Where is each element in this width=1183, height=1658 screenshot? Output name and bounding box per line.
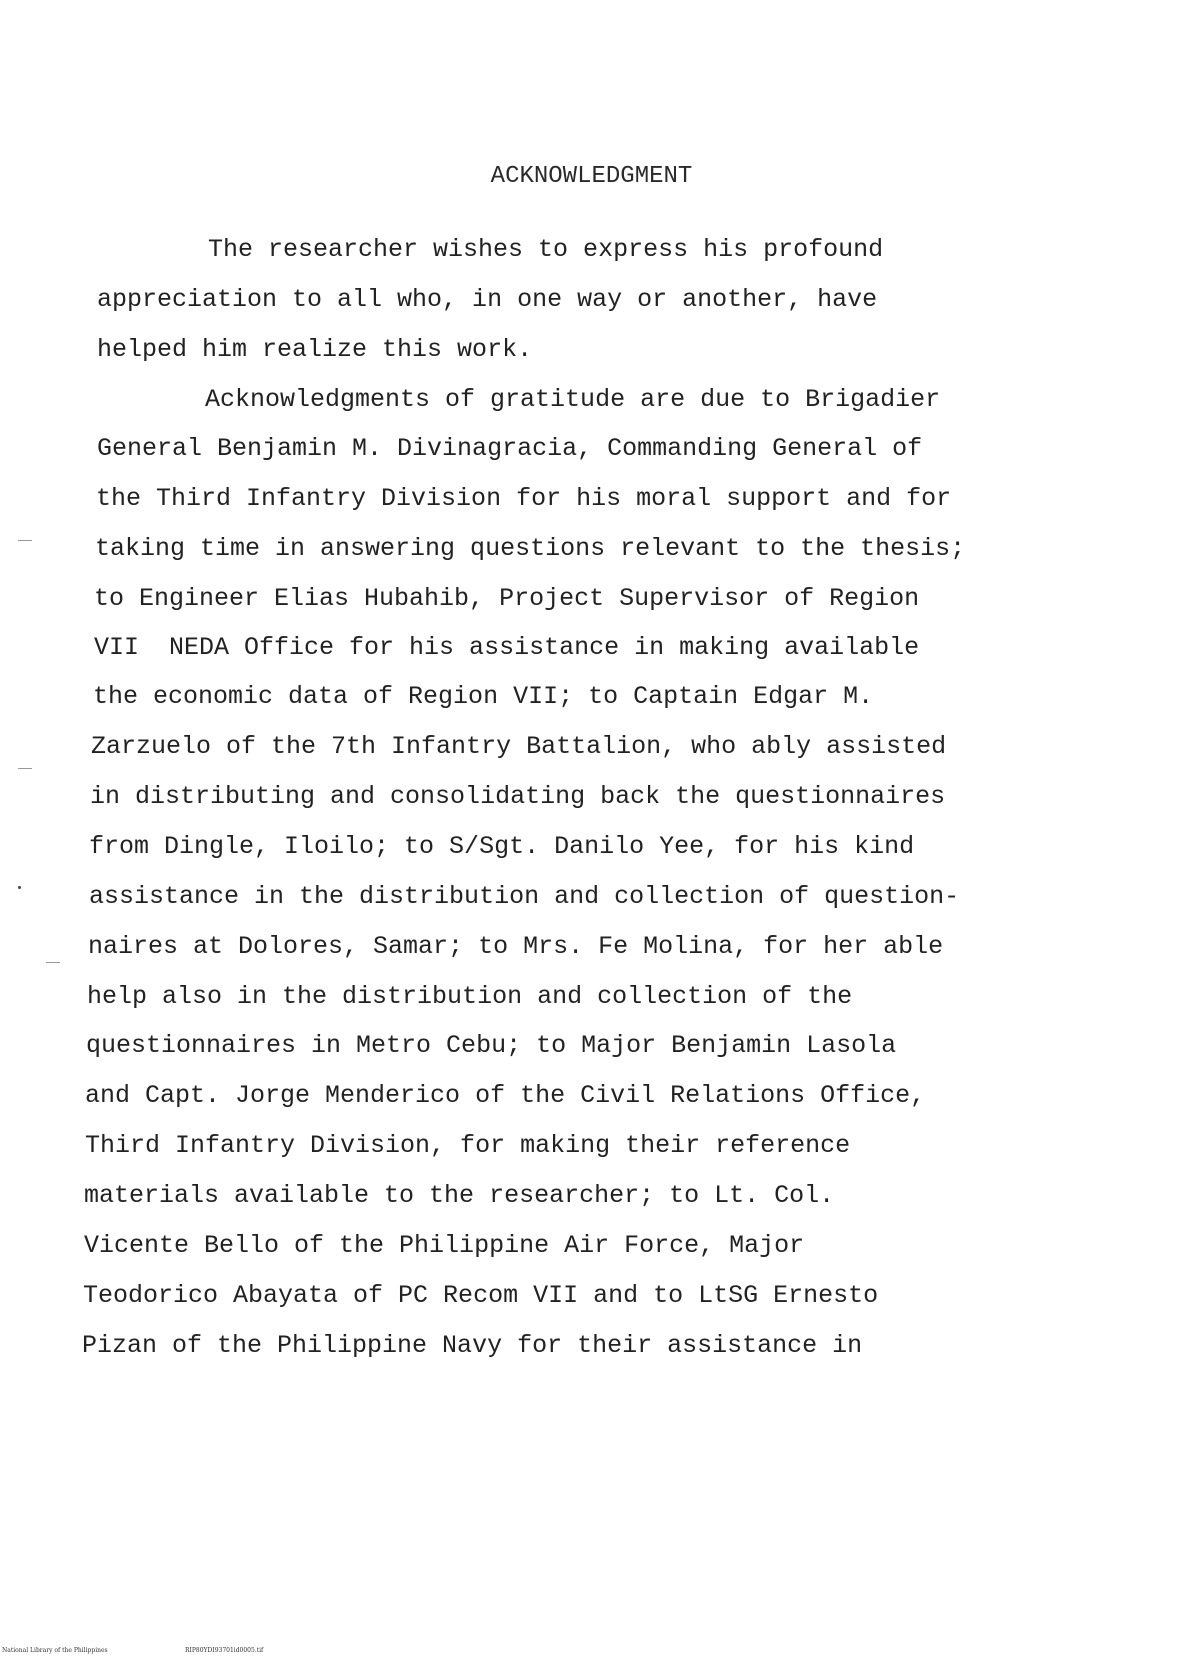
margin-mark — [46, 962, 60, 963]
text-line: General Benjamin M. Divinagracia, Commanding General of — [97, 434, 923, 463]
margin-mark — [18, 540, 32, 541]
text-line: assistance in the distribution and collection of question- — [89, 882, 960, 911]
text-line: The researcher wishes to express his profound — [208, 235, 884, 264]
margin-mark — [18, 886, 21, 889]
text-line: VII NEDA Office for his assistance in making available — [94, 633, 920, 662]
text-line: appreciation to all who, in one way or another, have — [97, 285, 878, 314]
text-line: from Dingle, Iloilo; to S/Sgt. Danilo Yee, for his kind — [89, 832, 915, 861]
text-line: and Capt. Jorge Menderico of the Civil Relations Office, — [85, 1081, 926, 1110]
footer-filename-label: RIP80YDI93701id0005.tif — [185, 1647, 264, 1654]
margin-mark — [18, 768, 32, 769]
text-line: Vicente Bello of the Philippine Air Force, Major — [84, 1231, 805, 1260]
text-line: the Third Infantry Division for his moral support and for — [96, 484, 952, 513]
footer-source-label: National Library of the Philippines — [2, 1647, 108, 1654]
text-line: taking time in answering questions relevant to the thesis; — [95, 534, 966, 563]
text-line: Acknowledgments of gratitude are due to Brigadier — [205, 385, 941, 414]
text-line: the economic data of Region VII; to Captain Edgar M. — [93, 682, 874, 711]
text-line: Zarzuelo of the 7th Infantry Battalion, who ably assisted — [91, 732, 947, 761]
text-line: questionnaires in Metro Cebu; to Major Benjamin Lasola — [86, 1031, 897, 1060]
page-title: ACKNOWLEDGMENT — [490, 163, 693, 190]
text-line: help also in the distribution and collection of the — [87, 982, 853, 1011]
text-line: helped him realize this work. — [97, 335, 533, 364]
text-line: materials available to the researcher; to Lt. Col. — [84, 1181, 835, 1210]
text-line: Teodorico Abayata of PC Recom VII and to LtSG Ernesto — [83, 1281, 879, 1310]
text-line: naires at Dolores, Samar; to Mrs. Fe Molina, for her able — [88, 932, 944, 961]
text-line: Pizan of the Philippine Navy for their assistance in — [82, 1331, 863, 1360]
text-line: in distributing and consolidating back the questionnaires — [90, 782, 946, 811]
text-line: Third Infantry Division, for making their reference — [85, 1131, 851, 1160]
text-line: to Engineer Elias Hubahib, Project Supervisor of Region — [94, 584, 920, 613]
